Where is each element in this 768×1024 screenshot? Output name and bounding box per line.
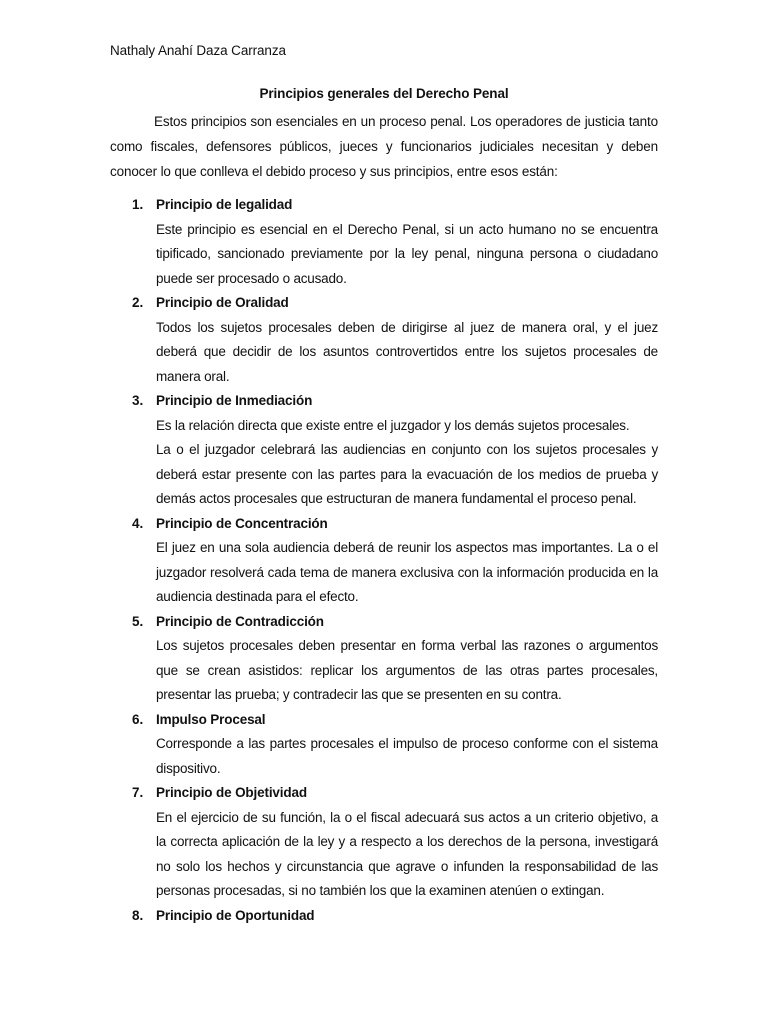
principle-item [110,781,658,904]
principle-number: 7. [132,785,144,800]
principle-text: Los sujetos procesales deben presentar en forma verbal las razones o argumentos que se crean asistidos: replicar los argumentos de las otras partes procesales, presentar las prueba; y contradecir las que se presenten en su contra. [156,638,658,702]
principle-heading: Principio de legalidad [156,197,293,212]
principle-text: Corresponde a las partes procesales el impulso de proceso conforme con el sistema dispositivo. [156,736,658,776]
principle-item [110,291,658,389]
principle-number: 1. [132,197,144,212]
principle-item [110,708,658,782]
principle-number: 2. [132,295,144,310]
principle-item [110,512,658,610]
principle-heading: Principio de Oralidad [156,295,289,310]
principle-item [110,610,658,708]
intro-paragraph: Estos principios son esenciales en un proceso penal. Los operadores de justicia tanto como fiscales, defensores públicos, jueces y funcionarios judiciales necesitan y deben conocer lo que conlleva el debido proceso y sus principios, entre esos están: [110,114,658,179]
principle-item [110,389,658,512]
principles-list [110,193,658,928]
principle-heading: Principio de Concentración [156,515,328,531]
principle-item [110,193,658,291]
document-title: Principios generales del Derecho Penal [259,86,509,101]
principle-number: 6. [132,711,144,727]
principle-heading: Principio de Objetividad [156,785,307,800]
principle-text: Este principio es esencial en el Derecho Penal, si un acto humano no se encuentra tipificado, sancionado previamente por la ley penal, ninguna persona o ciudadano puede ser procesado o acusado. [156,221,658,286]
principle-item [110,904,658,929]
principle-number: 4. [132,515,144,531]
principle-text: La o el juzgador celebrará las audiencias en conjunto con los sujetos procesales y deberá estar presente con las partes para la evacuación de los medios de prueba y demás actos procesales que estructuran de manera fundamental el proceso penal. [156,442,658,506]
principle-heading: Principio de Oportunidad [156,907,315,923]
principle-heading: Principio de Inmediación [156,393,313,408]
principle-heading: Principio de Contradicción [156,613,324,629]
principle-text: Todos los sujetos procesales deben de dirigirse al juez de manera oral, y el juez deberá que decidir de los asuntos controvertidos entre los sujetos procesales de manera oral. [156,319,658,384]
author-name: Nathaly Anahí Daza Carranza [110,43,286,58]
principle-text: En el ejercicio de su función, la o el fiscal adecuará sus actos a un criterio objetivo, a la correcta aplicación de la ley y a respecto a los derechos de la persona, investigará no solo los hechos y circunstancia que agrave o infunden la responsabilidad de las personas procesadas, si no también los que la examinen atenúen o extingan. [156,809,658,898]
principle-number: 8. [132,907,144,923]
principle-text: Es la relación directa que existe entre el juzgador y los demás sujetos procesales. [156,417,630,433]
principle-text: El juez en una sola audiencia deberá de reunir los aspectos mas importantes. La o el juzgador resolverá cada tema de manera exclusiva con la información producida en la audiencia destinada para el efecto. [156,540,658,604]
principle-number: 3. [132,393,144,408]
principle-number: 5. [132,613,144,629]
principle-heading: Impulso Procesal [156,711,266,727]
